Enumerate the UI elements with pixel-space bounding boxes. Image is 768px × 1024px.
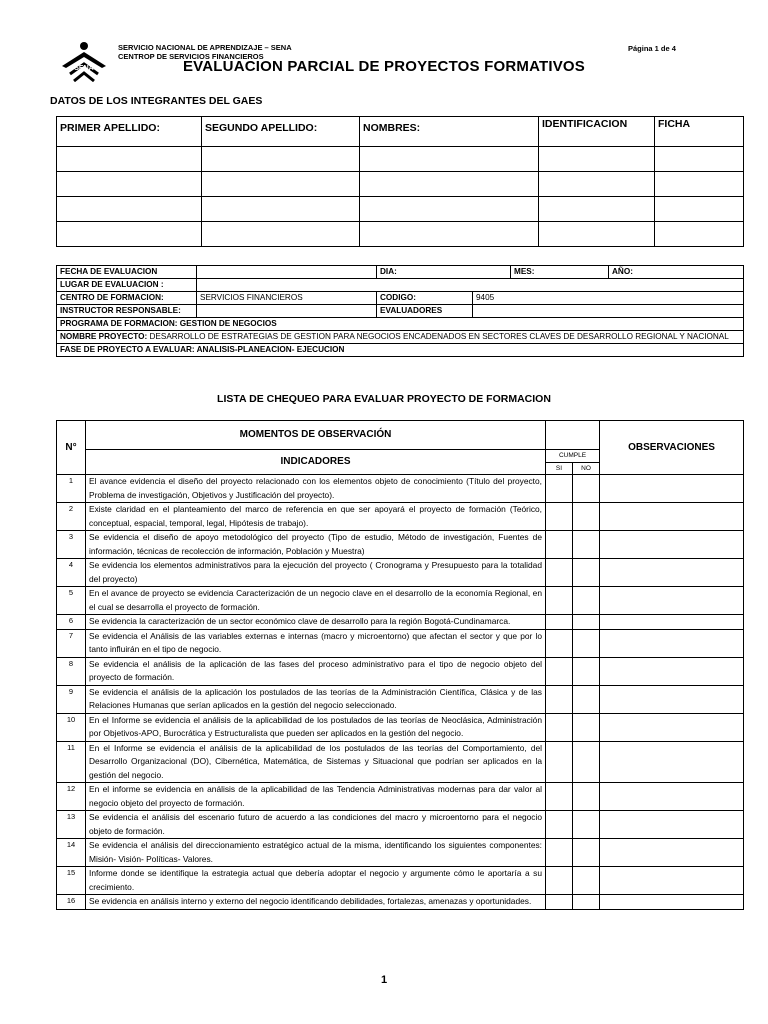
member-row (57, 147, 744, 172)
observaciones-cell[interactable] (600, 587, 744, 615)
codigo-value: 9405 (473, 292, 744, 305)
members-table (56, 116, 744, 247)
instructor-label: INSTRUCTOR RESPONSABLE: (57, 305, 197, 318)
cell[interactable] (360, 172, 539, 197)
col-primer-apellido: PRIMER APELLIDO: (57, 117, 202, 147)
item-number: 2 (57, 503, 86, 531)
cumple-si-cell[interactable] (546, 657, 573, 685)
item-number: 15 (57, 867, 86, 895)
cell[interactable] (539, 147, 655, 172)
checklist-row (57, 615, 744, 630)
item-number: 8 (57, 657, 86, 685)
cell[interactable] (360, 197, 539, 222)
item-indicator: Se evidencia el análisis de la aplicación de las fases del proceso administrativo para el tipo de negocio objeto del proyecto de formación. (86, 657, 546, 685)
item-indicator: Se evidencia el diseño de apoyo metodológico del proyecto (Tipo de estudio, Método de investigación, Fuentes de información, técnicas de recolección de información, Población y Muestra) (86, 531, 546, 559)
observaciones-cell[interactable] (600, 615, 744, 630)
lugar-label: LUGAR DE EVALUACION : (57, 279, 197, 292)
col-si: SI (546, 463, 573, 475)
checklist-row (57, 713, 744, 741)
fecha-value[interactable] (197, 266, 377, 279)
item-number: 1 (57, 475, 86, 503)
codigo-label: CODIGO: (377, 292, 473, 305)
item-indicator: En el avance de proyecto se evidencia Caracterización de un negocio clave en el desarrollo de la economía Regional, en el cual se desarrolla el proyecto de formación. (86, 587, 546, 615)
observaciones-cell[interactable] (600, 713, 744, 741)
col-cumple: CUMPLE (546, 450, 600, 463)
cumple-no-cell[interactable] (573, 811, 600, 839)
item-indicator: El avance evidencia el diseño del proyecto relacionado con los elementos objeto de conocimiento (Título del proyecto, Problema de investigación, Objetivos y Justificación del proyecto). (86, 475, 546, 503)
cell[interactable] (360, 147, 539, 172)
ano-label: AÑO: (609, 266, 744, 279)
col-ficha: FICHA (655, 117, 744, 147)
cumple-si-cell[interactable] (546, 531, 573, 559)
cumple-no-cell[interactable] (573, 475, 600, 503)
col-indicadores: INDICADORES (86, 450, 546, 475)
observaciones-cell[interactable] (600, 475, 744, 503)
cumple-si-cell[interactable] (546, 867, 573, 895)
cell[interactable] (202, 222, 360, 247)
item-number: 14 (57, 839, 86, 867)
cell[interactable] (655, 197, 744, 222)
col-identificacion: IDENTIFICACION (539, 117, 655, 147)
observaciones-cell[interactable] (600, 741, 744, 783)
item-indicator: Se evidencia el análisis del direccionamiento estratégico actual de la misma, identificando los siguientes componentes: Misión- Visión- Políticas- Valores. (86, 839, 546, 867)
fase-proyecto: FASE DE PROYECTO A EVALUAR: ANALISIS-PLANEACION- EJECUCION (57, 344, 744, 357)
cumple-si-cell[interactable] (546, 685, 573, 713)
item-number: 6 (57, 615, 86, 630)
checklist-row (57, 531, 744, 559)
cumple-si-cell[interactable] (546, 559, 573, 587)
observaciones-cell[interactable] (600, 783, 744, 811)
cell[interactable] (57, 197, 202, 222)
evaluadores-label: EVALUADORES (377, 305, 473, 318)
centro-value: SERVICIOS FINANCIEROS (197, 292, 377, 305)
mes-label: MES: (511, 266, 609, 279)
cell[interactable] (360, 222, 539, 247)
dia-label: DIA: (377, 266, 511, 279)
svg-text:SENA: SENA (74, 65, 94, 72)
cell[interactable] (655, 222, 744, 247)
item-number: 11 (57, 741, 86, 783)
nombre-proyecto-label: NOMBRE PROYECTO: (60, 332, 148, 341)
item-number: 3 (57, 531, 86, 559)
checklist-table (56, 420, 744, 910)
org-line-1: SERVICIO NACIONAL DE APRENDIZAJE – SENA (118, 43, 292, 52)
evaluadores-value[interactable] (473, 305, 744, 318)
item-indicator: Informe donde se identifique la estrategia actual que debería adoptar el negocio y argumente cómo le aportaría a su crecimiento. (86, 867, 546, 895)
cumple-si-cell[interactable] (546, 615, 573, 630)
observaciones-cell[interactable] (600, 867, 744, 895)
item-number: 13 (57, 811, 86, 839)
cumple-no-cell[interactable] (573, 839, 600, 867)
col-momentos: MOMENTOS DE OBSERVACIÓN (86, 421, 546, 450)
cumple-si-cell[interactable] (546, 783, 573, 811)
instructor-value[interactable] (197, 305, 377, 318)
cumple-si-cell[interactable] (546, 895, 573, 910)
centro-label: CENTRO DE FORMACION: (57, 292, 197, 305)
cell[interactable] (202, 147, 360, 172)
cumple-si-cell[interactable] (546, 629, 573, 657)
org-line-2: CENTROP DE SERVICIOS FINANCIEROS (118, 51, 264, 61)
cumple-no-cell[interactable] (573, 895, 600, 910)
cumple-si-cell[interactable] (546, 587, 573, 615)
checklist-row (57, 895, 744, 910)
checklist-row (57, 587, 744, 615)
item-number: 10 (57, 713, 86, 741)
cumple-blank (546, 421, 600, 450)
cell[interactable] (539, 172, 655, 197)
observaciones-cell[interactable] (600, 531, 744, 559)
col-nombres: NOMBRES: (360, 117, 539, 147)
item-number: 16 (57, 895, 86, 910)
cell[interactable] (655, 147, 744, 172)
cell[interactable] (539, 197, 655, 222)
member-row (57, 197, 744, 222)
item-number: 9 (57, 685, 86, 713)
cumple-no-cell[interactable] (573, 615, 600, 630)
nombre-proyecto (57, 331, 744, 344)
checklist-row (57, 657, 744, 685)
item-indicator: En el Informe se evidencia el análisis de la aplicabilidad de los postulados de las teorías de Neoclásica, Administración por Objetivos-APO, Burocrática y Estructuralista que pueden ser aplicados en la gestión del negocio. (86, 713, 546, 741)
col-n: N° (57, 421, 86, 475)
cumple-no-cell[interactable] (573, 783, 600, 811)
item-number: 7 (57, 629, 86, 657)
cumple-no-cell[interactable] (573, 867, 600, 895)
cumple-si-cell[interactable] (546, 713, 573, 741)
col-observaciones: OBSERVACIONES (600, 421, 744, 475)
cell[interactable] (57, 222, 202, 247)
item-indicator: Se evidencia la caracterización de un sector económico clave de desarrollo para la región Bogotá-Cundinamarca. (86, 615, 546, 630)
item-indicator: Se evidencia el análisis de la aplicación los postulados de las teorías de la Administración Científica, Clásica y de las Relaciones Humanas que serían aplicados en la gestión del negocio seleccionado. (86, 685, 546, 713)
cumple-no-cell[interactable] (573, 657, 600, 685)
item-number: 4 (57, 559, 86, 587)
checklist-row (57, 741, 744, 783)
checklist-body (57, 475, 744, 910)
checklist-row (57, 685, 744, 713)
observaciones-cell[interactable] (600, 839, 744, 867)
cumple-si-cell[interactable] (546, 475, 573, 503)
page-number: 1 (380, 974, 388, 986)
checklist-row (57, 629, 744, 657)
cumple-si-cell[interactable] (546, 839, 573, 867)
checklist-row (57, 839, 744, 867)
observaciones-cell[interactable] (600, 559, 744, 587)
cell[interactable] (57, 172, 202, 197)
programa-formacion: PROGRAMA DE FORMACION: GESTION DE NEGOCIOS (57, 318, 744, 331)
members-header-row (57, 117, 744, 147)
item-indicator: Se evidencia en análisis interno y externo del negocio identificando debilidades, fortalezas, amenazas y oportunidades. (86, 895, 546, 910)
item-number: 12 (57, 783, 86, 811)
cumple-si-cell[interactable] (546, 811, 573, 839)
item-indicator: En el informe se evidencia en análisis de la aplicabilidad de las Tendencia Administrativas modernas para dar valor al negocio objeto del proyecto de formación. (86, 783, 546, 811)
cumple-si-cell[interactable] (546, 503, 573, 531)
cell[interactable] (539, 222, 655, 247)
col-segundo-apellido: SEGUNDO APELLIDO: (202, 117, 360, 147)
cumple-no-cell[interactable] (573, 629, 600, 657)
evaluation-info-table (56, 265, 744, 357)
observaciones-cell[interactable] (600, 685, 744, 713)
cumple-no-cell[interactable] (573, 713, 600, 741)
checklist-title: LISTA DE CHEQUEO PARA EVALUAR PROYECTO DE FORMACION (217, 393, 551, 405)
item-indicator: Se evidencia los elementos administrativos para la ejecución del proyecto ( Cronograma y Presupuesto para la totalidad del proyecto) (86, 559, 546, 587)
checklist-row (57, 503, 744, 531)
cumple-no-cell[interactable] (573, 685, 600, 713)
nombre-proyecto-value: DESARROLLO DE ESTRATEGIAS DE GESTION PARA NEGOCIOS ENCADENADOS EN SECTORES CLAVES DE DESARROLLO REGIONAL Y NACIONAL (147, 332, 729, 341)
item-indicator: En el Informe se evidencia el análisis de la aplicabilidad de los postulados de las teorías del Comportamiento, del Desarrollo Organizacional (DO), Cibernética, Matemática, de Sistemas y Situacional que podrían ser aplicados en la gestión del negocio. (86, 741, 546, 783)
observaciones-cell[interactable] (600, 629, 744, 657)
document-title: EVALUACION PARCIAL DE PROYECTOS FORMATIVOS (182, 58, 586, 75)
cumple-si-cell[interactable] (546, 741, 573, 783)
item-indicator: Se evidencia el Análisis de las variables externas e internas (macro y microentorno) que afectan el sector y que por lo tanto influirán en el tipo de negocio. (86, 629, 546, 657)
item-indicator: Existe claridad en el planteamiento del marco de referencia en que ser apoyará el proyecto de formación (Teórico, conceptual, espacial, temporal, legal, Hipótesis de trabajo). (86, 503, 546, 531)
col-no: NO (573, 463, 600, 475)
cell[interactable] (202, 172, 360, 197)
checklist-row (57, 559, 744, 587)
observaciones-cell[interactable] (600, 811, 744, 839)
page-label: Página 1 de 4 (628, 44, 676, 53)
member-row (57, 172, 744, 197)
checklist-row (57, 867, 744, 895)
observaciones-cell[interactable] (600, 657, 744, 685)
cumple-no-cell[interactable] (573, 587, 600, 615)
cumple-no-cell[interactable] (573, 503, 600, 531)
member-row (57, 222, 744, 247)
item-number: 5 (57, 587, 86, 615)
observaciones-cell[interactable] (600, 503, 744, 531)
cell[interactable] (57, 147, 202, 172)
cumple-no-cell[interactable] (573, 559, 600, 587)
cumple-no-cell[interactable] (573, 741, 600, 783)
checklist-row (57, 811, 744, 839)
item-indicator: Se evidencia el análisis del escenario futuro de acuerdo a las condiciones del macro y microentorno para el negocio objeto de formación. (86, 811, 546, 839)
cumple-no-cell[interactable] (573, 531, 600, 559)
cell[interactable] (202, 197, 360, 222)
checklist-row (57, 783, 744, 811)
observaciones-cell[interactable] (600, 895, 744, 910)
checklist-row (57, 475, 744, 503)
fecha-label: FECHA DE EVALUACION (57, 266, 197, 279)
cell[interactable] (655, 172, 744, 197)
lugar-value[interactable] (197, 279, 744, 292)
members-section-title: DATOS DE LOS INTEGRANTES DEL GAES (50, 95, 263, 107)
